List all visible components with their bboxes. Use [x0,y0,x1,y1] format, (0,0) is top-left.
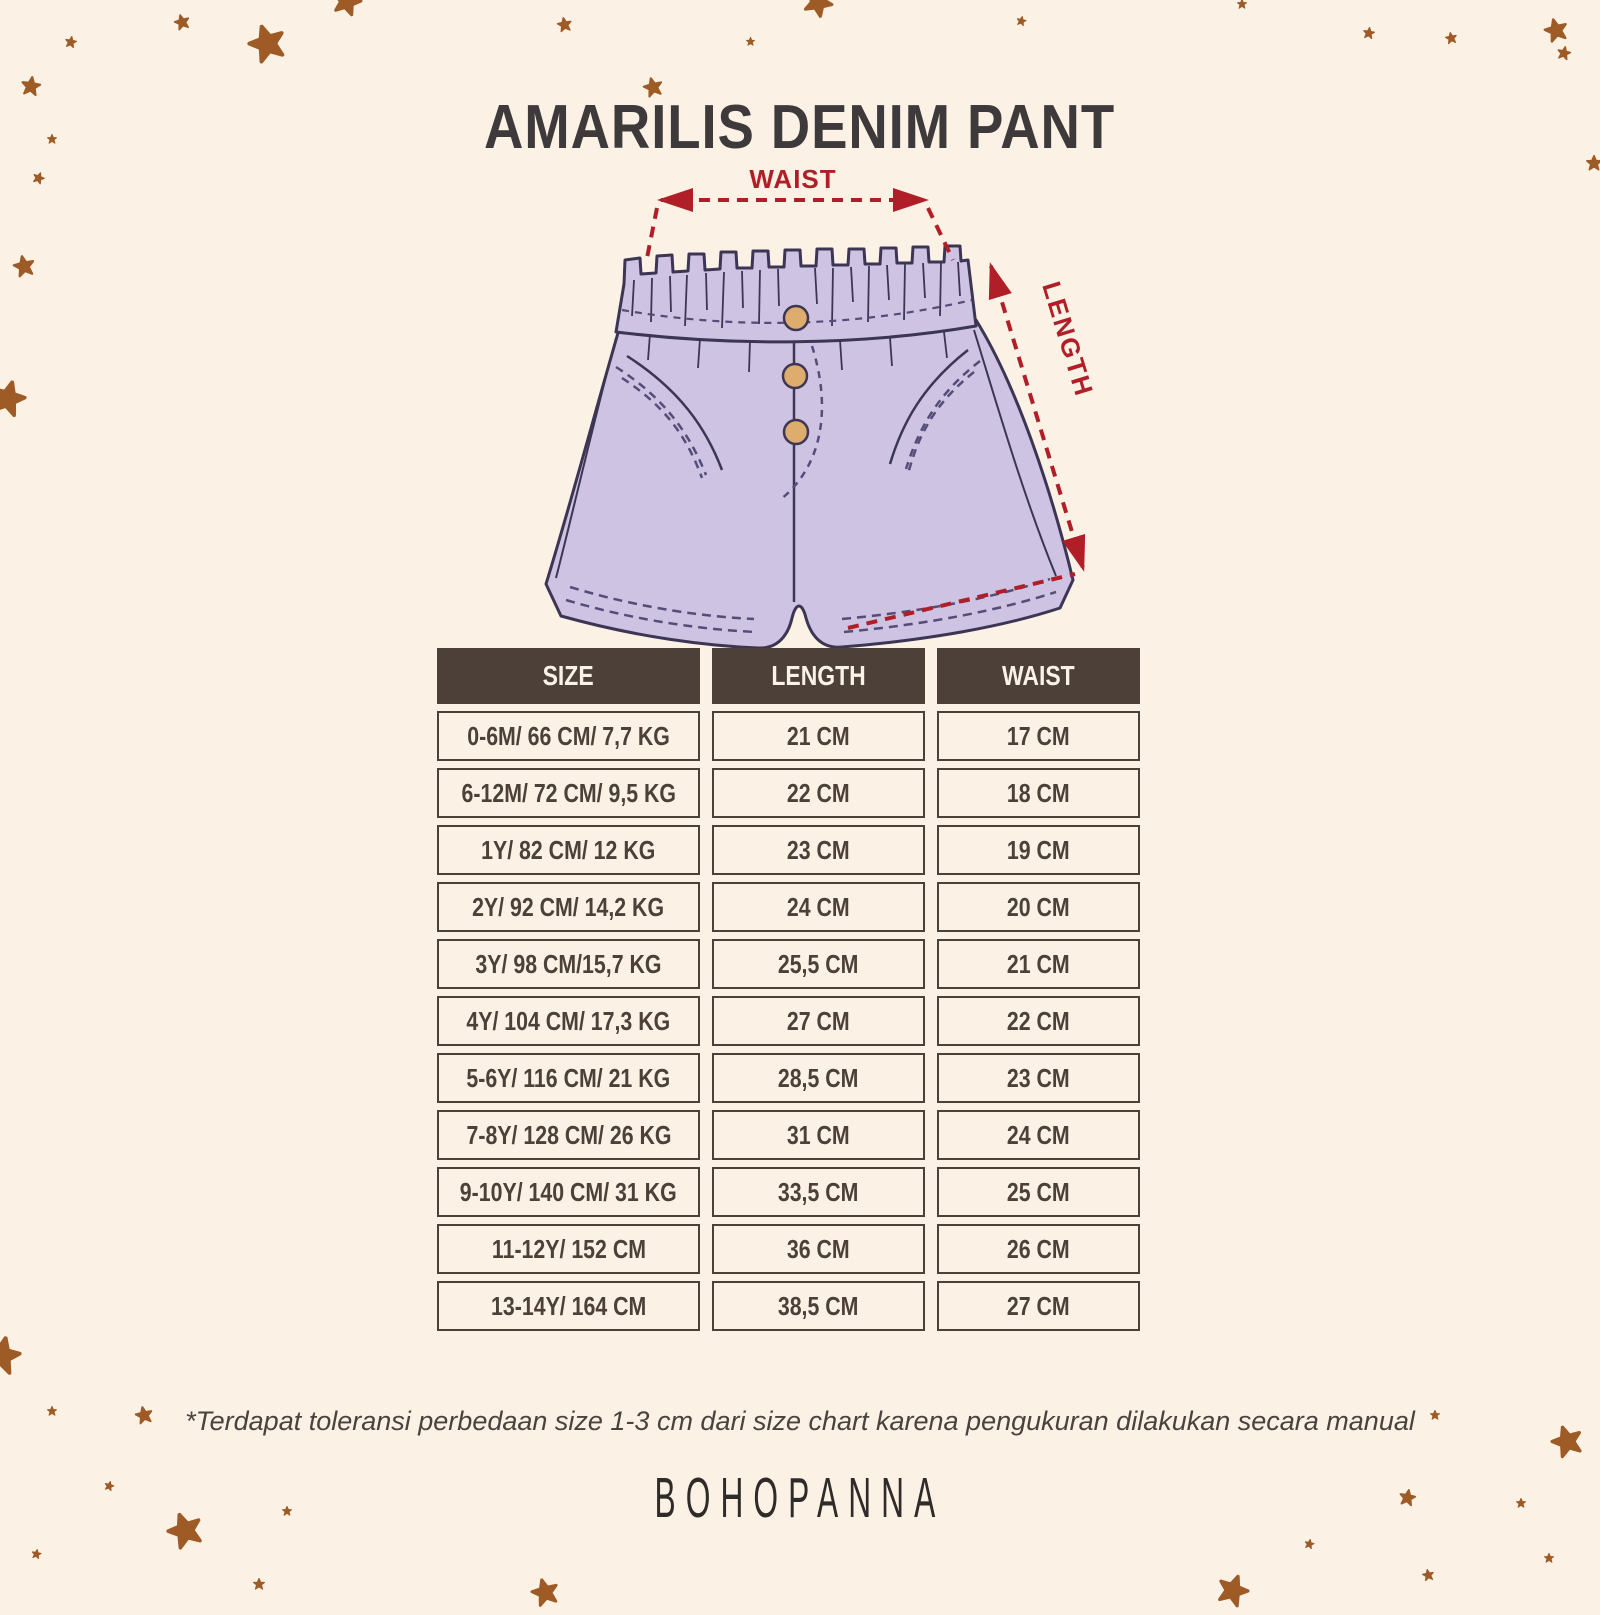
tolerance-footnote: *Terdapat toleransi perbedaan size 1-3 cm dari size chart karena pengukuran dilakukan secara manual [185,1406,1415,1436]
table-header-waist: WAIST [937,648,1140,704]
table-cell: 24 CM [712,882,925,932]
table-cell: 25 CM [937,1167,1140,1217]
table-cell: 20 CM [937,882,1140,932]
star-icon [555,15,572,32]
star-icon [1304,1535,1316,1547]
table-cell: 31 CM [712,1110,925,1160]
table-cell: 17 CM [937,711,1140,761]
table-cell: 38,5 CM [712,1281,925,1331]
page-title-text: AMARILIS DENIM PANT [484,93,1116,162]
table-cell: 2Y/ 92 CM/ 14,2 KG [437,882,700,932]
brand-logo [0,1467,1600,1530]
waist-connector-right [928,208,953,260]
table-cell: 28,5 CM [712,1053,925,1103]
table-header-size: SIZE [437,648,700,704]
star-icon [746,33,755,42]
table-header-length: LENGTH [712,648,925,704]
table-cell: 24 CM [937,1110,1140,1160]
star-icon [0,376,30,420]
star-icon [11,253,37,279]
table-cell: 26 CM [937,1224,1140,1274]
table-cell: 22 CM [937,996,1140,1046]
waist-connector-left [646,208,657,263]
star-icon [1237,0,1247,6]
table-cell: 7-8Y/ 128 CM/ 26 KG [437,1110,700,1160]
star-icon [1421,1567,1435,1581]
table-cell: 33,5 CM [712,1167,925,1217]
table-cell: 18 CM [937,768,1140,818]
star-icon [1544,1550,1554,1560]
star-icon [31,1545,43,1557]
table-cell: 27 CM [937,1281,1140,1331]
table-cell: 5-6Y/ 116 CM/ 21 KG [437,1053,700,1103]
star-icon [0,1332,25,1377]
measurement-overlay [530,160,1150,640]
star-icon [172,12,192,32]
star-icon [1362,25,1376,39]
table-cell: 6-12M/ 72 CM/ 9,5 KG [437,768,700,818]
length-connector-bottom [848,574,1075,628]
star-icon [1444,30,1458,44]
table-cell: 19 CM [937,825,1140,875]
star-icon [1556,45,1573,62]
waist-label: WAIST [749,164,837,194]
star-icon [31,169,46,184]
table-cell: 4Y/ 104 CM/ 17,3 KG [437,996,700,1046]
brand-logo-text: BOHOPANNA [654,1467,946,1530]
size-table [437,648,1140,1331]
table-cell: 23 CM [712,825,925,875]
table-cell: 1Y/ 82 CM/ 12 KG [437,825,700,875]
table-cell: 21 CM [937,939,1140,989]
table-cell: 23 CM [937,1053,1140,1103]
table-cell: 21 CM [712,711,925,761]
star-icon [64,34,78,48]
star-icon [253,1577,265,1589]
table-cell: 27 CM [712,996,925,1046]
page-title [0,92,1600,163]
table-cell: 9-10Y/ 140 CM/ 31 KG [437,1167,700,1217]
star-icon [528,1575,562,1609]
star-icon [1541,15,1570,44]
table-cell: 11-12Y/ 152 CM [437,1224,700,1274]
star-icon [801,0,836,20]
table-cell: 36 CM [712,1224,925,1274]
table-cell: 3Y/ 98 CM/15,7 KG [437,939,700,989]
table-cell: 22 CM [712,768,925,818]
table-cell: 13-14Y/ 164 CM [437,1281,700,1331]
length-label: LENGTH [1036,277,1100,401]
star-icon [243,19,291,67]
star-icon [1212,1569,1253,1610]
table-cell: 25,5 CM [712,939,925,989]
star-icon [1016,12,1028,24]
table-cell: 0-6M/ 66 CM/ 7,7 KG [437,711,700,761]
star-icon [328,0,366,21]
